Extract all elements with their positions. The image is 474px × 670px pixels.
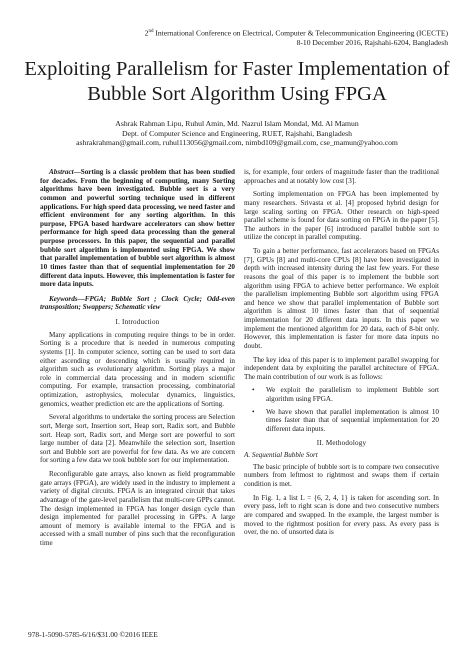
- paragraph: Many applications in computing require things to be in order. Sorting is a procedure that is needed in numerous computing systems [1]. In computer science, sorting can be used to sort data either ascending or descending which is usually required in algorithm such as evolutionary algorithm. Sorting plays a major role in commercial data processing and in modern scientific computing. For example, transaction processing, combinatorial optimization, astrophysics, molecular dynamics, linguistics, genomics, weather prediction etc are the applications of Sorting.: [40, 330, 235, 408]
- paragraph: In Fig. 1, a list L = {6, 2, 4, 1} is taken for ascending sort. In every pass, left to right scan is done and two consecutive numbers are compared and swapped. In the example, the largest number is moved to the rightmost position for every pass. As every pass is over, the no. of unsorted data is: [244, 493, 439, 537]
- keywords-label: Keywords: [49, 294, 78, 303]
- left-column: [40, 168, 235, 553]
- bullet-icon: •: [252, 407, 255, 416]
- author-affiliation: Dept. of Computer Science and Engineering, RUET, Rajshahi, Bangladesh: [122, 128, 352, 138]
- author-names: Ashrak Rahman Lipu, Ruhul Amin, Md. Nazrul Islam Mondal, Md. Al Mamun: [115, 119, 359, 128]
- section-heading-methodology: II. Methodology: [316, 438, 367, 447]
- list-item: [244, 386, 439, 403]
- copyright-footer: 978-1-5090-5785-6/16/$31.00 ©2016 IEEE: [28, 630, 158, 639]
- section-heading-introduction: I. Introduction: [115, 318, 160, 326]
- bullet-icon: •: [252, 386, 255, 395]
- paragraph: Sorting implementation on FPGA has been implemented by many researchers. Srivasta et al. [4] proposed hybrid design for large scaling sorting on FPGA. Other research on high-speed parallel scheme is found for data sorting on FPGA in the paper [5]. The authors in the paper [6] introduced parallel bubble sort to utilize the concept in parallel computing.: [244, 190, 439, 242]
- paragraph: To gain a better performance, fast accelerators based on FPGAs [7], GPUs [8] and multi-core CPUs [8] have been investigated in depth with increased intensity during the last few years. For these reasons the goal of this paper is to implement the bubble sort algorithm using FPGA to achieve better performance. We exploit the parallelism implementing Bubble sort algorithm using FPGA and hence we show that parallel implementation of Bubble sort algorithm is almost 10 times faster than that of sequential implementation for 20 different data inputs. In this paper we implement the mentioned algorithm for 20 data, each of 8-bit only. However, this implementation is faster for more data inputs no doubt.: [244, 247, 439, 350]
- list-item: [244, 408, 439, 434]
- paragraph: The key idea of this paper is to implement parallel swapping for independent data by exploiting the parallel architecture of FPGA. The main contribution of our work is as follows:: [244, 355, 439, 381]
- paragraph: Several algorithms to undertake the sorting process are Selection sort, Merge sort, Insertion sort, Heap sort, Radix sort, and Bubble sort. Heap sort, Radix sort, and Merge sort are powerful to sort large number of data [2]. Meanwhile the selection sort, Insertion sort and Bubble sort are powerful for few data. As we are concern for sorting a few data we took bubble sort for our implementation.: [40, 413, 235, 465]
- conference-header: [118, 27, 448, 47]
- paragraph: Reconfigurable gate arrays, also known as field programmable gate arrays (FPGA), are widely used in the industry to implement a variety of digital circuits. FPGA is an integrated circuit that takes advantage of the gate-level parallelism that multi-core GPPs cannot. The design implemented in FPGA has longer design cycle than design implemented for parallel processing in GPPs. A large amount of memory is available internal to the FPGA and is accessed with a small number of pins such that the reconfiguration time: [40, 470, 235, 547]
- contribution-list: [244, 386, 439, 433]
- paper-title: [20, 57, 454, 107]
- subsection-heading: A. Sequential Bubble Sort: [244, 451, 318, 460]
- paragraph: The basic principle of bubble sort is to compare two consecutive numbers from leftmost to rightmost and swaps them if certain condition is met.: [244, 462, 439, 488]
- abstract-label: Abstract: [49, 168, 74, 176]
- keywords-text: —FPGA; Bubble Sort ; Clock Cycle; Odd-even transposition; Swappers; Schematic view: [40, 294, 235, 312]
- author-emails: ashrakrahman@gmail.com, ruhul113056@gmail.com, nimbd109@gmail.com, cse_mamun@yahoo.com: [76, 138, 398, 148]
- title-line-2: Bubble Sort Algorithm Using FPGA: [87, 83, 387, 105]
- paragraph: is, for example, four orders of magnitude faster than the traditional approaches and at notably low cost [3].: [244, 168, 439, 185]
- conference-line-1: 2nd International Conference on Electrical, Computer & Telecommunication Engineering (ICECTE): [144, 28, 448, 38]
- keywords: [40, 295, 235, 312]
- right-column: [244, 168, 439, 542]
- title-line-1: Exploiting Parallelism for Faster Implementation of: [24, 58, 450, 80]
- list-item-text: We exploit the parallelism to implement Bubble sort algorithm using FPGA.: [266, 386, 439, 403]
- list-item-text: We have shown that parallel implementation is almost 10 times faster than that of sequential implementation for 20 different data inputs.: [266, 407, 439, 433]
- abstract-text: —Sorting is a classic problem that has been studied for decades. From the beginning of computing, many Sorting algorithms have been investigated. Bubble sort is a very common and powerful sorting technique used in different applications. For high speed data processing, we need faster and efficient environment for any sorting algorithm. In this purpose, FPGA based hardware accelerators can show better performance for high speed data processing than the general purpose processors. In this paper, the sequential and parallel bubble sort algorithm is implemented using FPGA. We show that parallel implementation of bubble sort algorithm is almost 10 times faster than that of sequential implementation for 20 different data inputs. However, this implementation is faster for more data inputs.: [40, 168, 235, 289]
- conference-line-2: 8-10 December 2016, Rajshahi-6204, Bangladesh: [296, 37, 448, 47]
- author-block: [20, 119, 454, 148]
- abstract: [40, 168, 235, 289]
